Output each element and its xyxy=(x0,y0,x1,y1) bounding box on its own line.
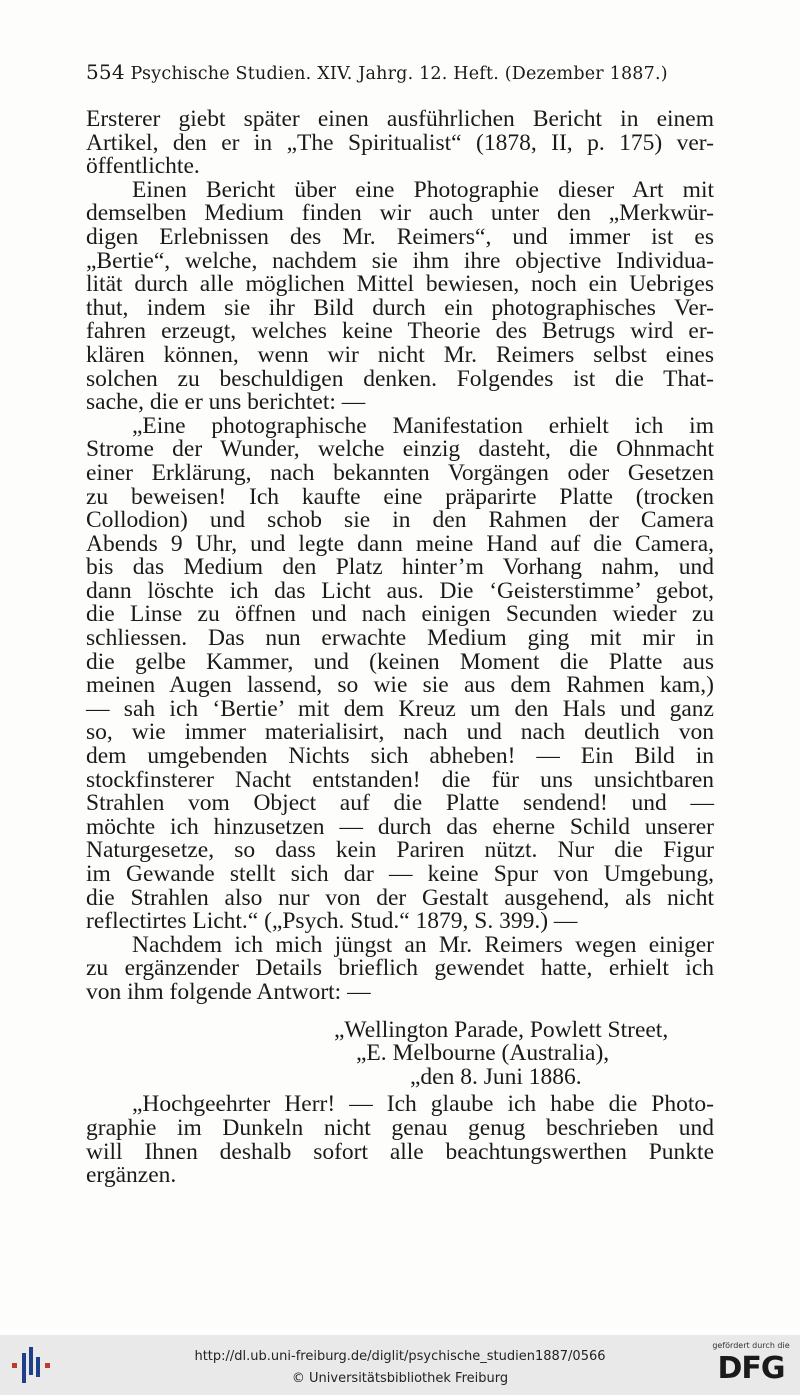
text-line: graphie im Dunkeln nicht genau genug beschrieben und xyxy=(86,1114,714,1141)
text-line: die gelbe Kammer, und (keinen Moment die Platte aus xyxy=(86,648,714,675)
text-line: Strahlen vom Object auf die Platte sendend! und — xyxy=(86,790,714,817)
text-line: Strome der Wunder, welche einzig dasteht, die Ohnmacht xyxy=(86,436,714,463)
copyright-notice: © Universitätsbibliothek Freiburg xyxy=(291,1371,509,1386)
text-line: Collodion) und schob sie in den Rahmen der Camera xyxy=(86,507,714,534)
text-line: einer Erklärung, nach bekannten Vorgängen oder Gesetzen xyxy=(86,459,714,486)
text-line: von ihm folgende Antwort: — xyxy=(86,978,371,1005)
text-line: — sah ich ‘Bertie’ mit dem Kreuz um den Hals und ganz xyxy=(86,695,714,722)
text-line: digen Erlebnissen des Mr. Reimers“, und immer ist es xyxy=(86,223,714,250)
text-line: thut, indem sie ihr Bild durch ein photographisches Ver- xyxy=(86,294,714,321)
letter-address xyxy=(86,1016,714,1090)
body-text xyxy=(86,108,714,1188)
address-line: „den 8. Juni 1886. xyxy=(410,1063,582,1090)
text-line: möchte ich hinzusetzen — durch das eherne Schild unserer xyxy=(86,813,714,840)
text-line: stockfinsterer Nacht entstanden! die für uns unsichtbaren xyxy=(86,766,714,793)
address-line: „E. Melbourne (Australia), xyxy=(356,1040,610,1067)
text-line: zu beweisen! Ich kaufte eine präparirte Platte (trocken xyxy=(86,483,714,510)
address-line: „Wellington Parade, Powlett Street, xyxy=(334,1016,669,1043)
text-line: solchen zu beschuldigen denken. Folgendes ist die That- xyxy=(86,365,714,392)
text-line: dem umgebenden Nichts sich abheben! — Ein Bild in xyxy=(86,743,714,770)
text-line: „Hochgeehrter Herr! — Ich glaube ich habe die Photo- xyxy=(132,1091,714,1118)
body-paragraphs xyxy=(86,108,714,1005)
text-line: „Eine photographische Manifestation erhielt ich im xyxy=(132,412,714,439)
text-line: „Bertie“, welche, nachdem sie ihm ihre objective Individua- xyxy=(86,247,714,274)
running-header xyxy=(86,60,716,84)
text-line: schliessen. Das nun erwachte Medium ging mit mir in xyxy=(86,625,714,652)
text-line: zu ergänzender Details brieflich gewendet hatte, erhielt ich xyxy=(86,955,714,982)
page-number: 554 xyxy=(86,60,125,84)
text-line: Naturgesetze, so dass kein Pariren nützt. Nur die Figur xyxy=(86,837,714,864)
text-line: fahren erzeugt, welches keine Theorie des Betrugs wird er- xyxy=(86,318,714,345)
text-line: im Gewande stellt sich dar — keine Spur von Umgebung, xyxy=(86,861,714,887)
letter-body xyxy=(86,1093,714,1187)
text-line: dann löschte ich das Licht aus. Die ‘Geisterstimme’ gebot, xyxy=(86,577,714,604)
text-line: die Strahlen also nur von der Gestalt ausgehend, als nicht xyxy=(86,884,714,911)
text-line: sache, die er uns berichtet: — xyxy=(86,389,366,416)
text-line: die Linse zu öffnen und nach einigen Secunden wieder zu xyxy=(86,601,714,628)
dfg-caption: gefördert durch die xyxy=(712,1341,790,1350)
text-line: meinen Augen lassend, so wie sie aus dem Rahmen kam,) xyxy=(86,672,714,699)
text-line: Ersterer giebt später einen ausführlichen Bericht in einem xyxy=(86,106,714,132)
footer-bar xyxy=(0,1335,800,1395)
text-line: Abends 9 Uhr, und legte dann meine Hand auf die Camera, xyxy=(86,530,714,557)
text-line: so, wie immer materialisirt, nach und nach deutlich von xyxy=(86,719,714,746)
text-line: Einen Bericht über eine Photographie dieser Art mit xyxy=(132,176,714,203)
text-line: Nachdem ich mich jüngst an Mr. Reimers wegen einiger xyxy=(132,931,714,958)
source-url[interactable]: http://dl.ub.uni-freiburg.de/diglit/psychische_studien1887/0566 xyxy=(194,1349,606,1364)
text-line: will Ihnen deshalb sofort alle beachtungswerthen Punkte xyxy=(86,1138,714,1165)
text-line: ergänzen. xyxy=(86,1162,177,1189)
text-line: demselben Medium finden wir auch unter den „Merkwür- xyxy=(86,200,714,227)
text-line: lität durch alle möglichen Mittel bewiesen, noch ein Uebriges xyxy=(86,271,714,298)
text-line: öffentlichte. xyxy=(86,153,200,180)
running-title: Psychische Studien. XIV. Jahrg. 12. Heft. (Dezember 1887.) xyxy=(130,64,668,84)
text-line: Artikel, den er in „The Spiritualist“ (1878, II, p. 175) ver- xyxy=(86,129,714,156)
text-line: bis das Medium den Platz hinter’m Vorhang nahm, und xyxy=(86,554,714,581)
dfg-logo: DFG xyxy=(717,1351,785,1386)
text-line: reflectirtes Licht.“ („Psych. Stud.“ 1879, S. 399.) — xyxy=(86,908,578,935)
text-line: klären können, wenn wir nicht Mr. Reimers selbst eines xyxy=(86,341,714,368)
